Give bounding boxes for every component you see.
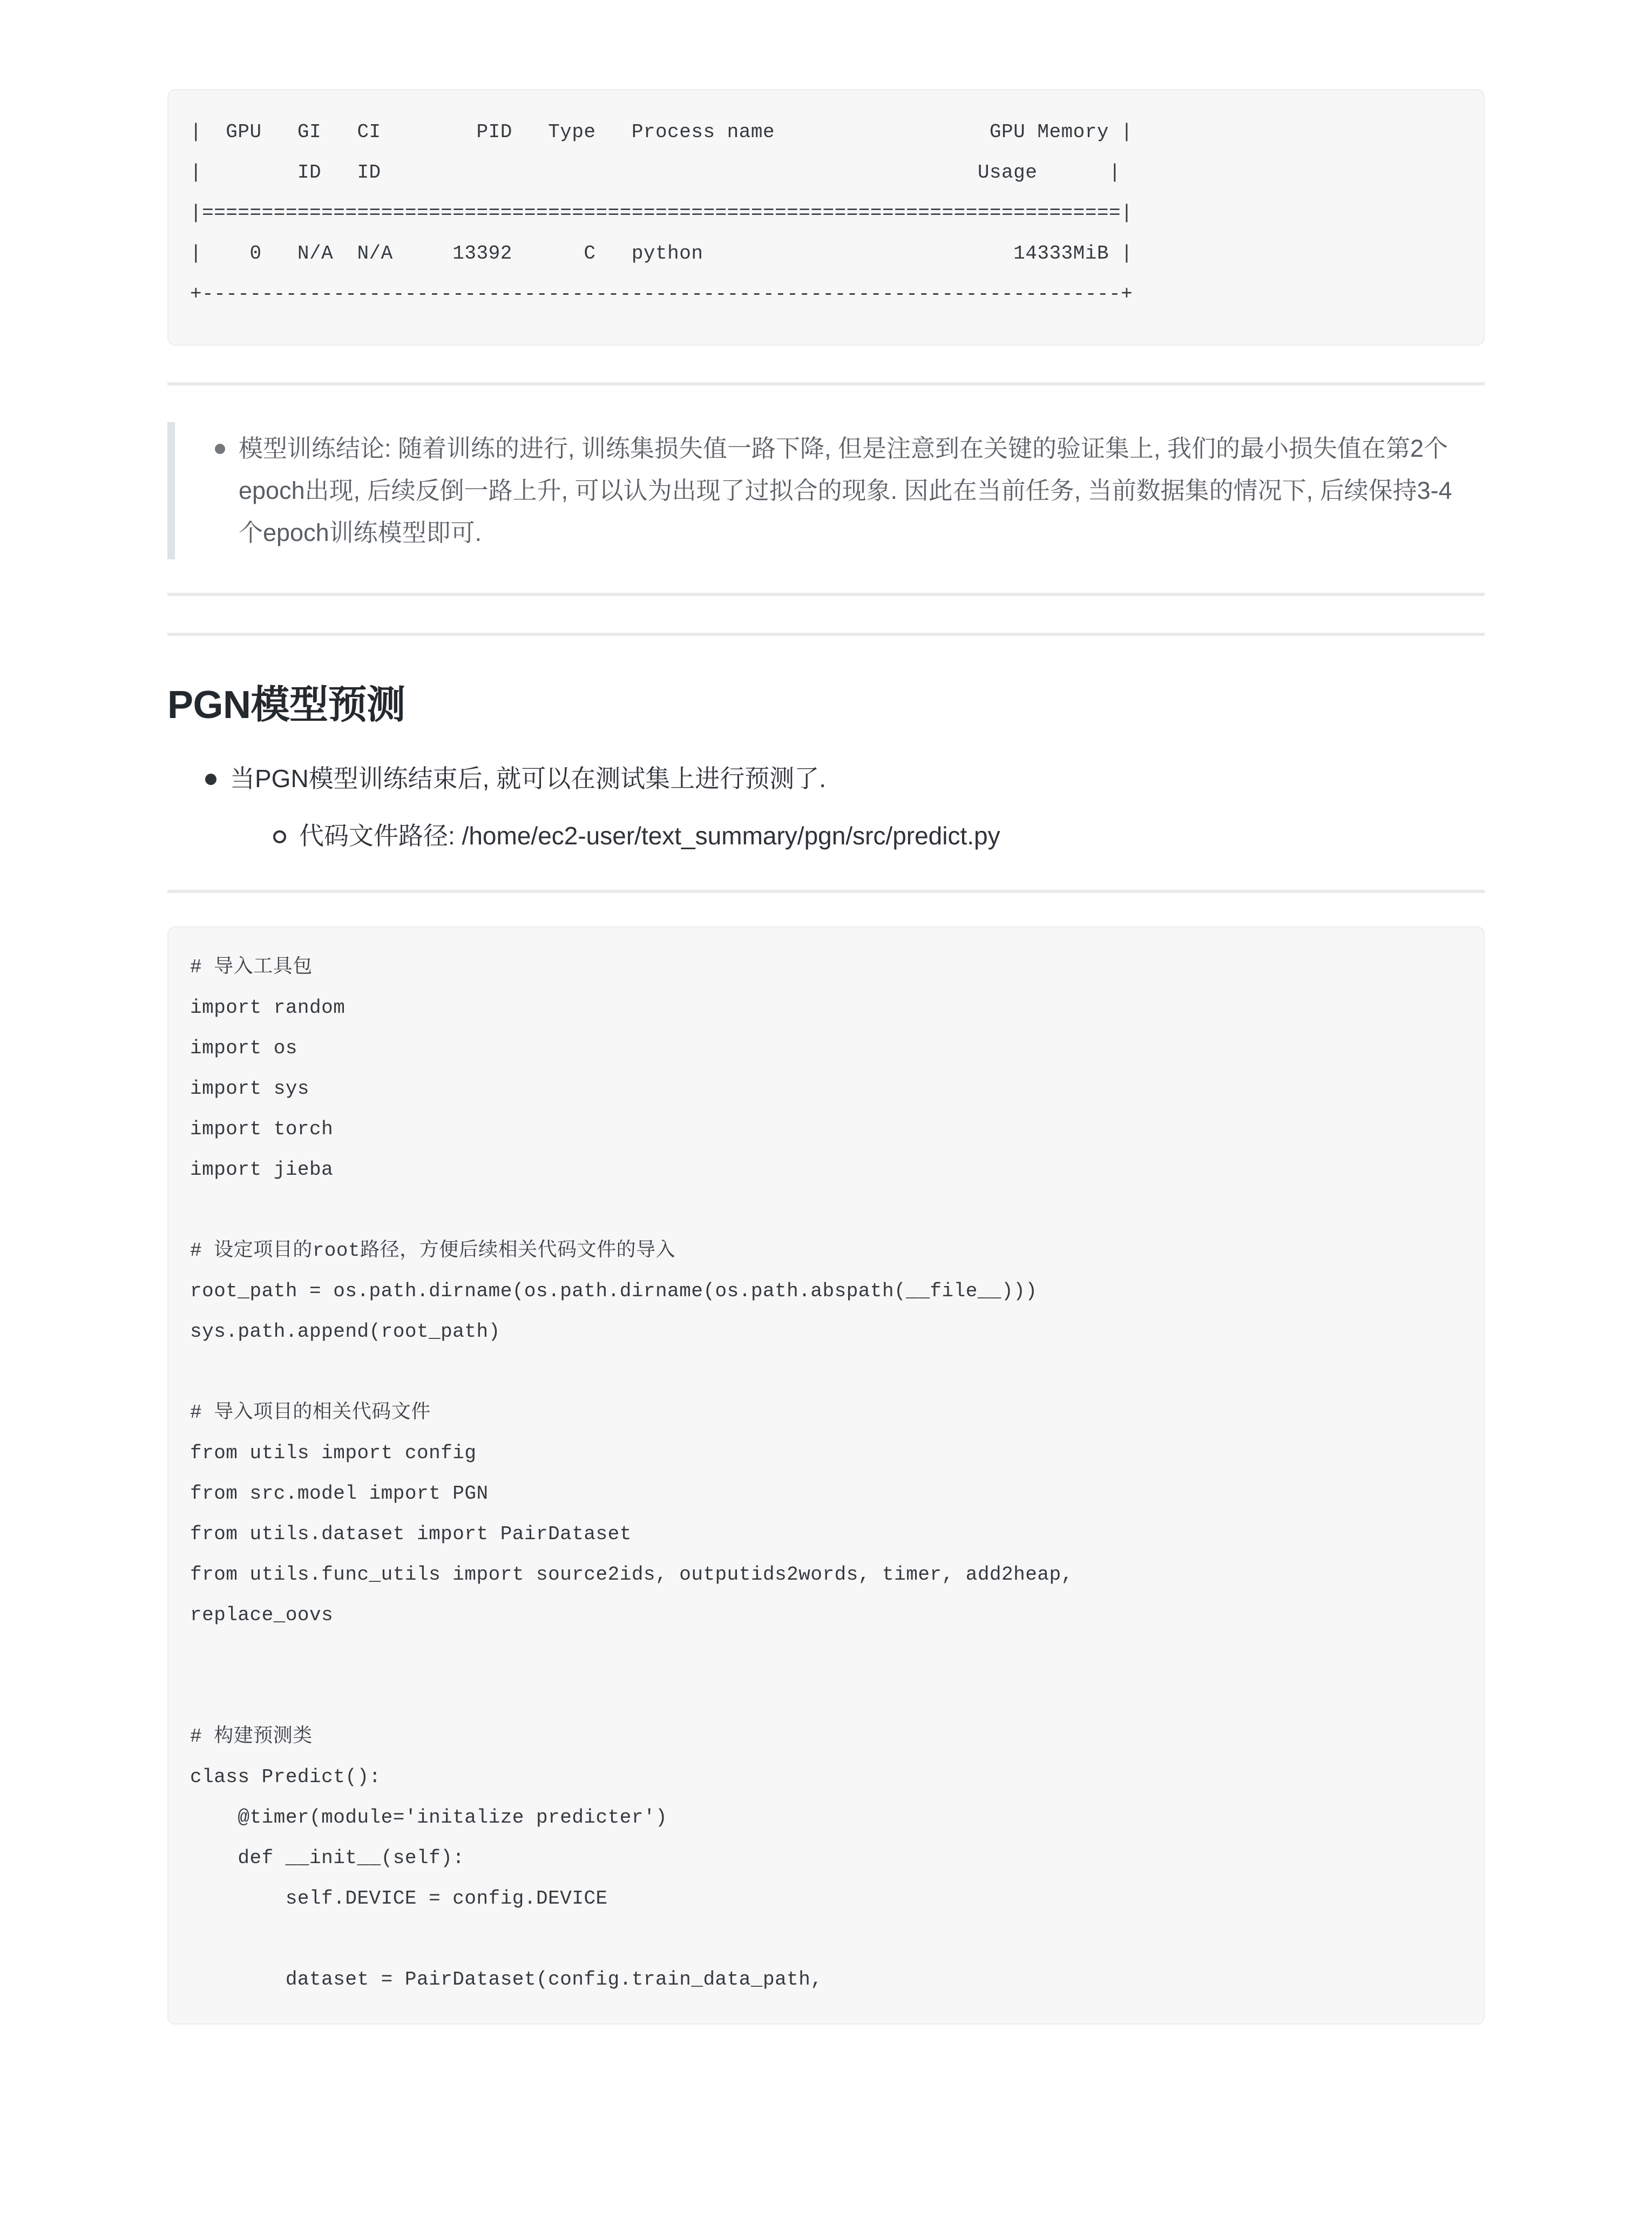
conclusion-list [175, 428, 1485, 554]
code-line: sys.path.append(root_path) [190, 1321, 500, 1343]
code-path-sub-list [230, 814, 1485, 857]
python-code-block [167, 926, 1485, 2025]
code-line: # 导入工具包 [190, 956, 313, 978]
code-line: replace_oovs [190, 1604, 334, 1626]
page-title: PGN模型预测 [167, 683, 405, 727]
spacer [167, 893, 1485, 926]
code-line [190, 1352, 1462, 1392]
code-file-path: 代码文件路径: /home/ec2-user/text_summary/pgn/src/predict.py [299, 822, 1000, 850]
spacer [167, 596, 1485, 633]
spacer [167, 559, 1485, 593]
terminal-line: | ID ID Usage | [190, 161, 1121, 184]
code-line: import os [190, 1037, 297, 1059]
terminal-output-block [167, 89, 1485, 346]
code-line [190, 1919, 1462, 1959]
spacer [167, 385, 1485, 422]
list-item [239, 428, 1485, 554]
code-line: dataset = PairDataset(config.train_data_path, [190, 1968, 823, 1991]
code-line: root_path = os.path.dirname(os.path.dirname(os.path.abspath(__file__))) [190, 1280, 1038, 1302]
code-line: # 设定项目的root路径，方便后续相关代码文件的导入 [190, 1240, 676, 1262]
terminal-line: +-----------------------------------------------------------------------------+ [190, 283, 1133, 305]
code-line: # 导入项目的相关代码文件 [190, 1402, 431, 1424]
code-line: import sys [190, 1078, 310, 1100]
code-line: from utils.dataset import PairDataset [190, 1523, 632, 1545]
conclusion-blockquote [167, 422, 1485, 559]
terminal-line: | 0 N/A N/A 13392 C python 14333MiB | [190, 242, 1133, 265]
code-line: from utils import config [190, 1442, 477, 1464]
code-line: from utils.func_utils import source2ids, outputids2words, timer, add2heap, [190, 1563, 1073, 1586]
conclusion-text: 模型训练结论: 随着训练的进行, 训练集损失值一路下降, 但是注意到在关键的验证集上, 我们的最小损失值在第2个epoch出现, 后续反倒一路上升, 可以认为出现了过拟合的现象. 因此在当前任务, 当前数据集的情况下, 后续保持3-4个epoch训练模型即可. [239, 435, 1452, 546]
spacer [167, 857, 1485, 890]
code-line: class Predict(): [190, 1766, 381, 1788]
code-line: self.DEVICE = config.DEVICE [190, 1887, 608, 1910]
code-line: def __init__(self): [190, 1847, 465, 1869]
code-line: @timer(module='initalize predicter') [190, 1806, 668, 1829]
code-line: from src.model import PGN [190, 1483, 489, 1505]
code-line: import random [190, 997, 346, 1019]
code-line: import torch [190, 1118, 334, 1140]
bullet-circle-icon [273, 830, 286, 843]
bullet-dot-icon [205, 774, 216, 785]
code-line: import jieba [190, 1159, 334, 1181]
bullet-dot-icon [215, 444, 225, 454]
list-item [230, 757, 1485, 857]
code-line [190, 1676, 1462, 1716]
spacer [167, 731, 1485, 757]
document-page [0, 89, 1652, 2227]
spacer [167, 636, 1485, 679]
terminal-line: | GPU GI CI PID Type Process name GPU Memory | [190, 121, 1133, 143]
bullet-text: 当PGN模型训练结束后, 就可以在测试集上进行预测了. [230, 764, 827, 793]
prediction-bullet-list [167, 757, 1485, 857]
spacer [167, 346, 1485, 382]
code-line [190, 1190, 1462, 1230]
list-item [299, 814, 1485, 857]
code-line [190, 1635, 1462, 1676]
code-line: # 构建预测类 [190, 1725, 313, 1748]
terminal-line: |=============================================================================| [190, 202, 1133, 224]
